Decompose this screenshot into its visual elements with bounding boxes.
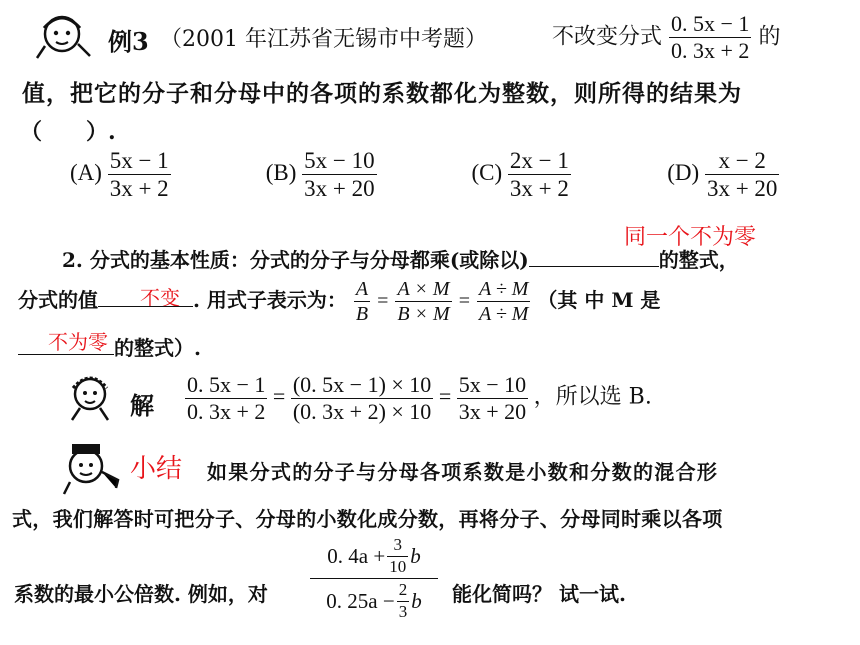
summary-line1: 如果分式的分子与分母各项系数是小数和分数的混合形	[207, 460, 719, 484]
option-list	[70, 148, 779, 202]
answer-fill-1: 同一个不为零	[624, 225, 757, 250]
property-line1: 2. 分式的基本性质：分式的分子与分母都乘(或除以) 的整式，	[62, 248, 739, 272]
solution-label: 解	[130, 391, 154, 420]
example-line2: 值，把它的分子和分母中的各项的系数都化为整数，则所得的结果为	[22, 80, 742, 107]
example-paren: （ ）.	[20, 119, 116, 145]
property-line3: 的整式）.	[18, 332, 201, 361]
summary-label: 小结	[130, 454, 183, 484]
option-c: (C) $\frac{2x - 1}{3x + 2}$	[471, 148, 569, 202]
formula-ab: $\frac{A}{B}$	[355, 278, 369, 325]
formula-divide: $\frac{A \div M}{A \div M}$	[478, 278, 529, 325]
thinking-doll-icon	[60, 440, 122, 498]
example-source: （2001 年江苏省无锡市中考题）	[160, 27, 487, 52]
property-line2: 分式的值 . 用式子表示为： $\frac{A}{B}$ = $\frac{A \times M}{B \times M}$ = $\frac{A \div M}{A \div M}$ （其 中 M 是	[18, 278, 661, 325]
summary-example-fraction: 0. 4a + $\frac{3}{10}$ b 0. 25a − $\frac{2}{3}$ b	[310, 536, 438, 622]
option-a: (A) $\frac{5x - 1}{3x + 2}$	[70, 148, 169, 202]
solution-expression: $\frac{0. 5x - 1}{0. 3x + 2}$ = $\frac{(0. 5x - 1) \times 10}{(0. 3x + 2) \times 10}$ = $\frac{5x - 10}{3x + 20}$ ，所以选 B.	[187, 372, 652, 425]
formula-multiply: $\frac{A \times M}{B \times M}$	[397, 278, 450, 325]
summary-line3a: 系数的最小公倍数. 例如，对	[14, 582, 268, 606]
example-stem: 不改变分式 $\frac{0. 5x - 1}{0. 3x + 2}$ 的	[552, 11, 781, 64]
main-fraction: $\frac{0. 5x - 1}{0. 3x + 2}$	[671, 11, 750, 64]
thinking-doll-icon	[62, 370, 118, 422]
summary-line3b: 能化简吗？ 试一试.	[452, 582, 626, 606]
answer-fill-2: 不变	[140, 286, 180, 310]
option-d: (D) $\frac{x - 2}{3x + 20}$	[667, 148, 778, 202]
thinking-doll-icon	[32, 6, 96, 64]
answer-fill-3: 不为零	[48, 330, 108, 354]
summary-line2: 式，我们解答时可把分子、分母的小数化成分数，再将分子、分母同时乘以各项	[12, 507, 723, 531]
example-label: 例3	[108, 27, 149, 56]
option-b: (B) $\frac{5x - 10}{3x + 20}$	[265, 148, 375, 202]
